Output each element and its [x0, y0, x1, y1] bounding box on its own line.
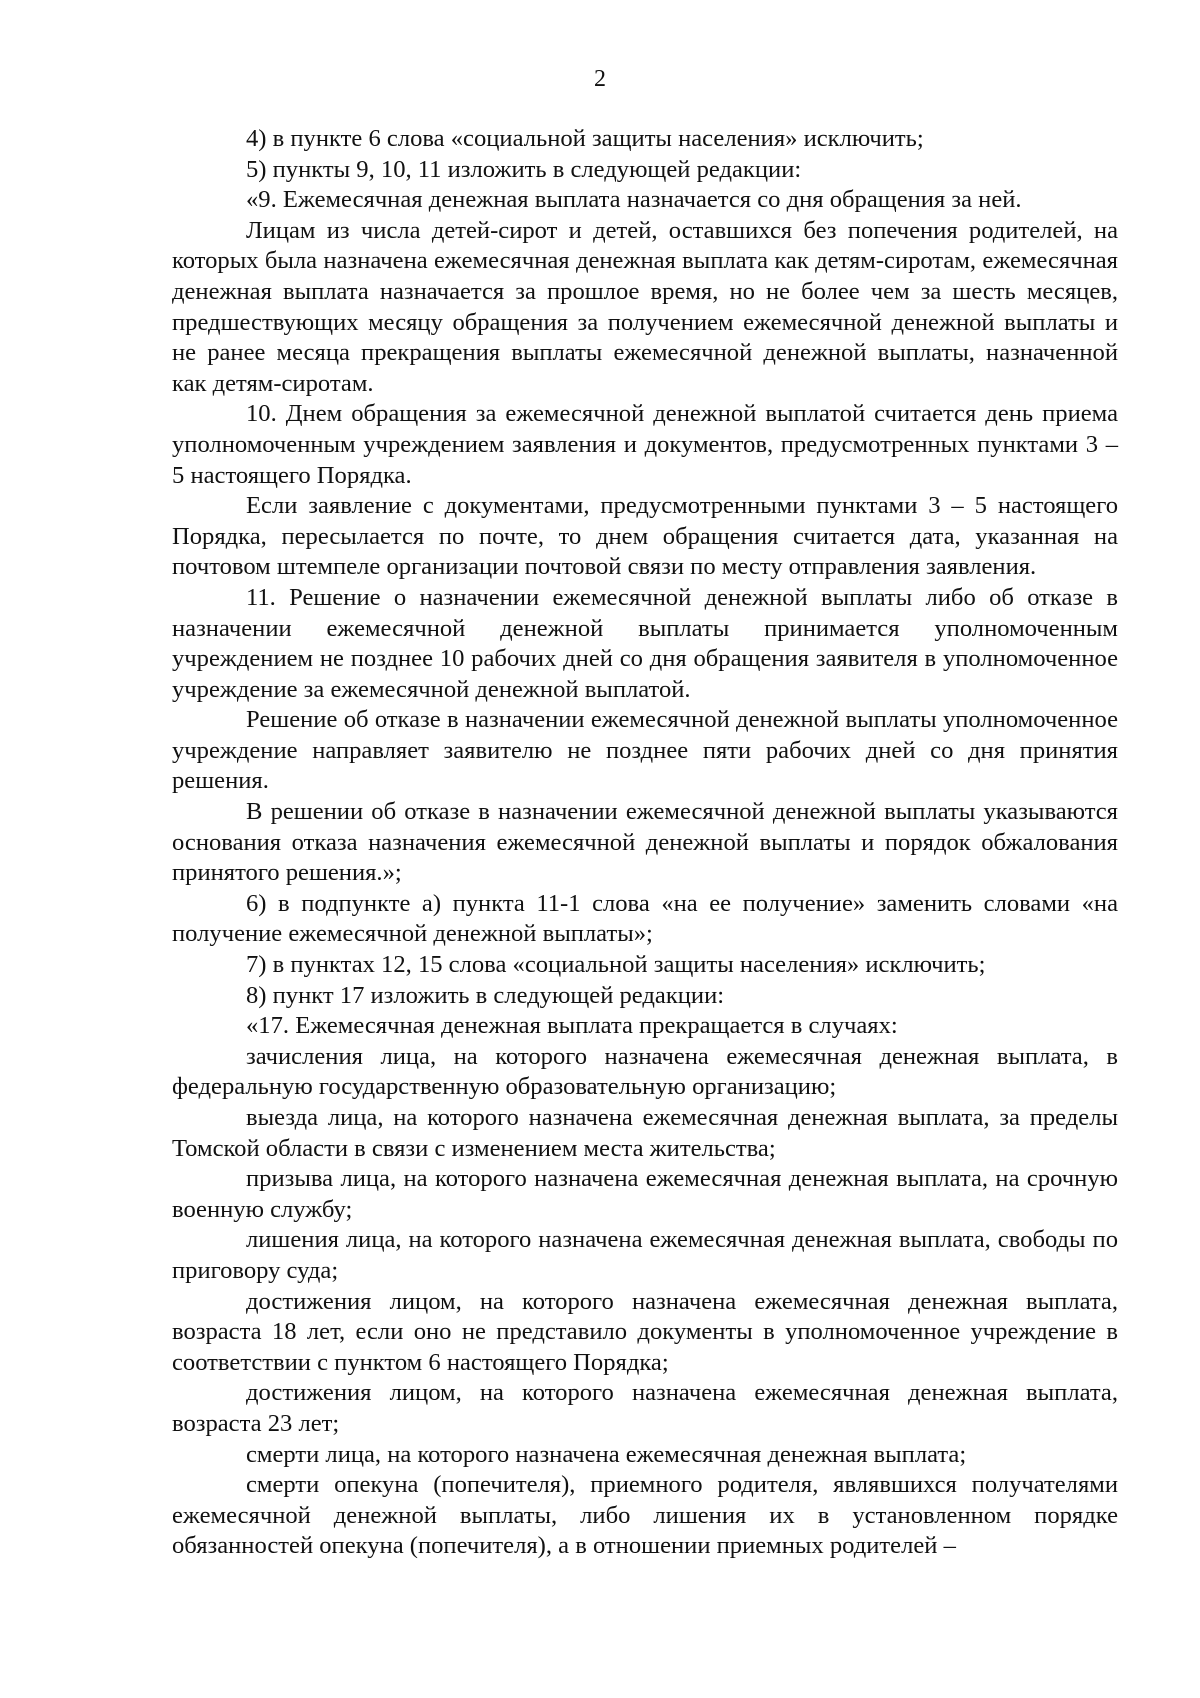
paragraph-5: 10. Днем обращения за ежемесячной денежной выплатой считается день приема уполномоченным учреждением заявления и документов, предусмотренных пунктами 3 – 5 настоящего Порядка.: [172, 400, 1118, 489]
paragraph-1: 4) в пункте 6 слова «социальной защиты населения» исключить;: [246, 125, 924, 152]
paragraph-14: зачисления лица, на которого назначена ежемесячная денежная выплата, в федеральную государственную образовательную организацию;: [172, 1042, 1118, 1101]
page-number: 2: [594, 66, 606, 92]
paragraph-20: смерти лица, на которого назначена ежемесячная денежная выплата;: [246, 1440, 967, 1468]
paragraph-2: 5) пункты 9, 10, 11 изложить в следующей редакции:: [246, 155, 802, 183]
paragraph-19: достижения лицом, на которого назначена ежемесячная денежная выплата, возраста 23 лет;: [172, 1379, 1118, 1437]
paragraph-15: выезда лица, на которого назначена ежемесячная денежная выплата, за пределы Томской области в связи с изменением места жительства;: [172, 1104, 1118, 1162]
paragraph-4: Лицам из числа детей-сирот и детей, оставшихся без попечения родителей, на которых была назначена ежемесячная денежная выплата как детям-сиротам, ежемесячная денежная выплата назначается за прошлое время, но не более чем за шесть месяцев, предшествующих месяцу обращения за получением ежемесячной денежной выплаты и не ранее месяца прекращения выплаты ежемесячной денежной выплаты, назначенной как детям-сиротам.: [172, 216, 1118, 397]
paragraph-16: призыва лица, на которого назначена ежемесячная денежная выплата, на срочную военную службу;: [172, 1165, 1118, 1223]
paragraph-9: В решении об отказе в назначении ежемесячной денежной выплаты указываются основания отказа назначения ежемесячной денежной выплаты и порядок обжалования принятого решения.»;: [172, 798, 1118, 887]
paragraph-8: Решение об отказе в назначении ежемесячной денежной выплаты уполномоченное учреждение направляет заявителю не позднее пяти рабочих дней со дня принятия решения.: [172, 706, 1118, 795]
paragraph-21: смерти опекуна (попечителя), приемного родителя, являвшихся получателями ежемесячной денежной выплаты, либо лишения их в установленном порядке обязанностей опекуна (попечителя), а в отношении приемных родителей –: [172, 1471, 1118, 1560]
document-body: [172, 124, 1118, 1562]
paragraph-3: «9. Ежемесячная денежная выплата назначается со дня обращения за ней.: [246, 186, 1022, 214]
paragraph-18: достижения лицом, на которого назначена ежемесячная денежная выплата, возраста 18 лет, если оно не представило документы в уполномоченное учреждение в соответствии с пунктом 6 настоящего Порядка;: [172, 1287, 1118, 1376]
paragraph-10: 6) в подпункте а) пункта 11-1 слова «на ее получение» заменить словами «на получение ежемесячной денежной выплаты»;: [172, 889, 1118, 948]
paragraph-7: 11. Решение о назначении ежемесячной денежной выплаты либо об отказе в назначении ежемесячной денежной выплаты принимается уполномоченным учреждением не позднее 10 рабочих дней со дня обращения заявителя в уполномоченное учреждение за ежемесячной денежной выплатой.: [172, 583, 1118, 703]
paragraph-17: лишения лица, на которого назначена ежемесячная денежная выплата, свободы по приговору суда;: [172, 1226, 1118, 1284]
paragraph-12: 8) пункт 17 изложить в следующей редакции:: [246, 981, 725, 1009]
paragraph-6: Если заявление с документами, предусмотренными пунктами 3 – 5 настоящего Порядка, пересылается по почте, то днем обращения считается дата, указанная на почтовом штемпеле организации почтовой связи по месту отправления заявления.: [172, 492, 1118, 581]
paragraph-11: 7) в пунктах 12, 15 слова «социальной защиты населения» исключить;: [246, 951, 986, 979]
paragraph-13: «17. Ежемесячная денежная выплата прекращается в случаях:: [246, 1012, 898, 1040]
